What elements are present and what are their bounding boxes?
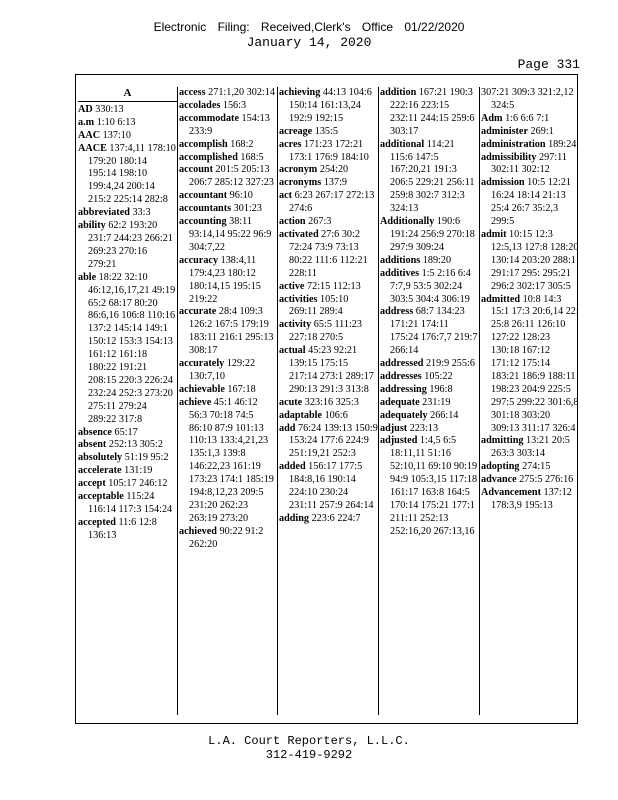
index-page-line-refs: 13:21 20:5 263:3 303:14 (491, 435, 570, 460)
index-page-line-refs: 156:3 (222, 99, 247, 111)
index-entry (179, 100, 278, 113)
index-column-2 (179, 87, 278, 717)
index-word: adequate (380, 396, 420, 408)
index-entry (279, 164, 378, 177)
index-entry (279, 190, 378, 216)
index-entry (481, 177, 580, 229)
index-page-line-refs: 1:5 2:16 6:4 7:7,9 53:5 302:24 303:5 304:4 306:19 (390, 267, 471, 305)
index-page-line-refs: 252:13 305:2 (108, 439, 163, 451)
index-word: adjusted (380, 435, 418, 447)
index-entry (78, 439, 177, 452)
index-page-line-refs: 223:13 (409, 422, 439, 434)
index-word: additives (380, 267, 420, 279)
index-entry (78, 220, 177, 272)
index-page-line-refs: 28:4 109:3 126:2 167:5 179:19 183:11 216:1 295:13 308:17 (189, 306, 274, 357)
index-page-line-refs: 96:10 (229, 190, 253, 202)
index-entry (481, 139, 580, 152)
page-number: Page 331 (517, 57, 580, 72)
word-index-frame (75, 74, 578, 724)
index-page-line-refs: 138:4,11 179:4,23 180:12 180:14,15 195:15 219:22 (189, 254, 261, 305)
index-page-line-refs: 168:5 (240, 151, 264, 163)
index-word: achieve (179, 396, 212, 408)
index-page-line-refs: 254:20 (319, 164, 349, 176)
index-page-line-refs: 10:5 12:21 16:24 18:14 21:13 25:4 26:7 35:2,3 299:5 (491, 177, 572, 228)
index-page-line-refs: 105:22 (424, 370, 453, 382)
index-word: administer (481, 125, 528, 137)
index-word: accomplished (179, 151, 238, 163)
index-word: absence (78, 426, 112, 438)
index-word: a.m (78, 116, 95, 128)
index-word: admissibility (481, 151, 537, 163)
index-word: addresses (380, 370, 422, 382)
index-entry (380, 410, 479, 423)
index-entry (481, 87, 580, 113)
index-entry (279, 87, 378, 126)
index-page-line-refs: 196:8 (429, 383, 453, 395)
index-word: action (279, 216, 306, 228)
index-word: activated (279, 228, 319, 240)
index-page-line-refs: 18:22 32:10 46:12,16,17,21 49:19 65:2 68:17 80:20 86:6,16 106:8 110:16 137:2 145:14 149:1 150:12 153:3 154:13 161:12 161:18 180:22 191:21 208:15 220:3 226:24 232:24 252:3 273:20 275:11 279:24 289:22 317:8 (88, 271, 176, 425)
index-word: acres (279, 138, 302, 150)
index-word: Advancement (481, 487, 541, 499)
index-page-line-refs: 65:5 111:23 227:18 270:5 (289, 319, 362, 344)
index-page-line-refs: 274:15 (522, 461, 551, 473)
index-entry (78, 427, 177, 440)
index-entry (481, 487, 580, 513)
index-entry (78, 491, 177, 517)
index-page-line-refs: 45:1 46:12 56:3 70:18 74:5 86:10 87:9 101:13 110:13 133:4,21,23 135:1,3 139:8 146:22,23 161:19 173:23 174:1 185:19 194:8,12,23 209:5 231:20 262:23 263:19 273:20 (189, 396, 274, 524)
index-word: absolutely (78, 452, 123, 464)
column-divider (479, 87, 480, 715)
index-word: AACE (78, 142, 107, 154)
reporter-phone: 312-419-9292 (265, 748, 353, 762)
index-entry (481, 229, 580, 294)
index-page-line-refs: 33:3 (132, 207, 151, 219)
index-entry (279, 216, 378, 229)
index-page-line-refs: 267:3 (308, 216, 332, 228)
index-entry (78, 478, 177, 491)
index-word: acronym (279, 164, 318, 176)
index-word: accounting (179, 216, 227, 228)
index-entry (78, 272, 177, 427)
index-entry (279, 177, 378, 190)
index-page-line-refs: 201:5 205:13 206:7 285:12 327:23 (189, 164, 274, 189)
index-word: adaptable (279, 409, 323, 421)
index-word: achieved (179, 525, 217, 537)
index-entry (179, 152, 278, 165)
index-word: acronyms (279, 177, 322, 189)
index-column-4 (380, 87, 479, 717)
index-entry (279, 461, 378, 513)
index-page-line-refs: 269:1 (530, 125, 554, 137)
index-page-line-refs: 190:6 191:24 256:9 270:18 297:9 309:24 (390, 216, 475, 253)
index-word: additions (380, 254, 421, 266)
index-word: advance (481, 474, 517, 486)
index-page-line-refs: 307:21 309:3 321:2,12 324:5 (481, 87, 574, 111)
index-page-line-refs: 10:15 12:3 12:5,13 127:8 128:20 130:14 203:20 288:1 291:17 295: 295:21 296:2 302:17 305:5 (491, 228, 579, 292)
index-entry (279, 126, 378, 139)
index-letter-heading: A (78, 87, 177, 102)
index-page-line-refs: 1:10 6:13 (96, 116, 136, 128)
index-entry (179, 203, 278, 216)
index-page-line-refs: 266:14 (430, 409, 459, 421)
column-divider (177, 87, 178, 715)
index-page-line-refs: 72:15 112:13 (307, 280, 361, 292)
index-page-line-refs: 1:6 6:6 7:1 (505, 112, 550, 124)
index-entry (279, 410, 378, 423)
index-page-line-refs: 330:13 (95, 103, 124, 115)
index-page-line-refs: 189:20 (422, 254, 452, 266)
index-word: addressing (380, 383, 427, 395)
index-entry (380, 423, 479, 436)
index-word: acreage (279, 125, 313, 137)
index-entry (481, 126, 580, 139)
index-word: adopting (481, 461, 520, 473)
index-entry (179, 87, 278, 100)
index-word: additional (380, 138, 425, 150)
index-word: added (279, 461, 306, 473)
index-word: administration (481, 138, 546, 150)
index-word: admitting (481, 435, 524, 447)
index-word: AD (78, 103, 93, 115)
index-page-line-refs: 231:19 (422, 396, 451, 408)
index-column-5 (481, 87, 580, 717)
index-page-line-refs: 189:24 (548, 138, 577, 150)
index-entry (481, 461, 580, 474)
index-entry (179, 526, 278, 552)
index-page-line-refs: 45:23 92:21 139:15 175:15 217:14 273:1 289:17 290:13 291:3 313:8 (289, 345, 374, 395)
index-word: able (78, 271, 97, 283)
index-word: accuracy (179, 254, 219, 266)
index-entry (279, 294, 378, 320)
index-page-line-refs: 323:16 325:3 (304, 396, 359, 408)
index-page-line-refs: 167:21 190:3 222:16 223:15 232:11 244:15 259:6 303:17 (390, 87, 475, 137)
index-page-line-refs: 44:13 104:6 150:14 161:13,24 192:9 192:15 (289, 87, 372, 124)
index-word: accept (78, 478, 106, 490)
index-entry (279, 423, 378, 462)
index-entry (179, 190, 278, 203)
index-entry (78, 465, 177, 478)
index-word: accountant (179, 190, 228, 202)
index-entry (279, 229, 378, 281)
index-word: adding (279, 512, 310, 524)
index-page-line-refs: 51:19 95:2 (124, 452, 169, 464)
index-word: AAC (78, 129, 101, 141)
index-entry (380, 216, 479, 255)
transcript-date: January 14, 2020 (246, 35, 372, 50)
index-word: adjust (380, 422, 408, 434)
index-page-line-refs: 27:6 30:2 72:24 73:9 73:13 80:22 111:6 112:21 228:11 (289, 228, 368, 279)
index-page-line-refs: 106:6 (324, 409, 348, 421)
index-word: access (179, 87, 206, 98)
index-page-line-refs: 135:5 (314, 125, 338, 137)
index-entry (179, 397, 278, 526)
index-word: activity (279, 319, 312, 331)
index-entry (380, 397, 479, 410)
index-word: abbreviated (78, 207, 130, 219)
index-entry (380, 358, 479, 371)
index-entry (78, 452, 177, 465)
index-word: acceptable (78, 491, 124, 503)
index-page-line-refs: 131:19 (124, 465, 153, 477)
index-page-line-refs: 105:10 269:11 289:4 (289, 293, 349, 318)
index-word: adequately (380, 409, 428, 421)
index-page-line-refs: 271:1,20 302:14 (208, 87, 275, 98)
index-entry (78, 104, 177, 117)
index-page-line-refs: 275:5 276:16 (519, 474, 574, 486)
index-page-line-refs: 168:2 (230, 138, 254, 150)
index-page-line-refs: 154:13 233:9 (189, 112, 270, 137)
index-page-line-refs: 11:6 12:8 136:13 (88, 516, 157, 541)
index-entry (380, 371, 479, 384)
index-entry (78, 207, 177, 220)
index-page-line-refs: 38:11 93:14,14 95:22 96:9 304:7,22 (189, 216, 272, 253)
index-entry (179, 306, 278, 358)
index-page-line-refs: 114:21 115:6 147:5 167:20,21 191:3 206:5 229:21 256:11 259:8 302:7 312:3 324:13 (390, 138, 475, 215)
index-word: active (279, 280, 305, 292)
index-word: achieving (279, 87, 321, 98)
index-word: Additionally (380, 216, 435, 228)
index-page-line-refs: 115:24 116:14 117:3 154:24 (88, 491, 173, 515)
index-word: account (179, 164, 213, 176)
index-page-line-refs: 171:23 172:21 173:1 176:9 184:10 (289, 138, 369, 163)
index-word: act (279, 190, 293, 202)
index-entry (380, 255, 479, 268)
index-entry (179, 139, 278, 152)
index-page-line-refs: 105:17 246:12 (108, 478, 168, 490)
index-entry (78, 130, 177, 143)
index-page-line-refs: 156:17 177:5 184:8,16 190:14 224:10 230:24 231:11 257:9 264:14 (289, 461, 374, 511)
index-word: address (380, 306, 414, 318)
index-word: activities (279, 293, 318, 305)
index-word: accountants (179, 203, 232, 215)
index-entry (78, 517, 177, 543)
index-word: addressed (380, 358, 424, 370)
index-page-line-refs: 68:7 134:23 171:21 174:11 175:24 176:7,7 219:7 266:14 (390, 306, 478, 357)
index-word: add (279, 422, 296, 434)
index-entry (179, 358, 278, 384)
index-page-line-refs: 62:2 193:20 231:7 244:23 266:21 269:23 270:16 279:21 (88, 220, 173, 270)
index-entry (78, 117, 177, 130)
index-word: absent (78, 439, 107, 451)
index-word: accomplish (179, 138, 228, 150)
index-entry (78, 143, 177, 208)
index-page-line-refs: 137:4,11 178:10 179:20 180:14 195:14 198:10 199:4,24 200:14 215:2 225:14 282:8 (88, 142, 176, 206)
index-entry (179, 113, 278, 139)
index-word: ability (78, 220, 106, 232)
index-entry (481, 435, 580, 461)
index-entry (279, 319, 378, 345)
index-entry (380, 384, 479, 397)
index-page-line-refs: 137:10 (102, 129, 131, 141)
index-word: accolades (179, 99, 221, 111)
index-entry (380, 268, 479, 307)
index-page-line-refs: 219:9 255:6 (425, 358, 475, 370)
index-entry (179, 384, 278, 397)
index-word: achievable (179, 383, 225, 395)
index-entry (380, 87, 479, 139)
index-word: accelerate (78, 465, 122, 477)
index-word: acute (279, 396, 303, 408)
index-word: accepted (78, 516, 116, 528)
index-word: accurately (179, 358, 225, 370)
index-entry (380, 139, 479, 216)
index-entry (481, 113, 580, 126)
index-entry (481, 474, 580, 487)
index-column-1 (78, 87, 177, 717)
index-word: admit (481, 228, 507, 240)
reporter-company: L.A. Court Reporters, L.L.C. (208, 734, 410, 748)
index-word: accommodate (179, 112, 239, 124)
index-entry (380, 435, 479, 538)
index-entry (481, 152, 580, 178)
index-page-line-refs: 1:4,5 6:5 18:11,11 51:16 52:10,11 69:10 90:19 94:9 105:3,15 117:18 161:17 163:8 164:5 170:14 175:21 177:1 211:11 252:13 252:16,20 267:13,16 (390, 435, 478, 537)
index-page-line-refs: 6:23 267:17 272:13 274:6 (289, 190, 375, 215)
column-divider (378, 87, 379, 715)
index-entry (279, 513, 378, 526)
index-entry (481, 294, 580, 436)
index-entry (380, 306, 479, 358)
index-entry (279, 281, 378, 294)
index-column-3 (279, 87, 378, 717)
index-word: admission (481, 177, 525, 189)
index-page-line-refs: 167:18 (227, 383, 256, 395)
index-entry (179, 216, 278, 255)
index-page-line-refs: 129:22 130:7,10 (189, 358, 256, 382)
index-page-line-refs: 10:8 14:3 15:1 17:3 20:6,14 22: 25:8 26:11 126:10 127:22 128:23 130:18 167:12 171:12 175:14 183:21 186:9 188:11 198:23 204:9 225:5 297:5 299:22 301:6,8 301:18 303:20 309:13 311:17 326:4 (491, 293, 579, 434)
index-word: actual (279, 345, 306, 357)
index-page-line-refs: 297:11 302:11 302:12 (491, 151, 567, 176)
index-entry (179, 164, 278, 190)
index-page-line-refs: 137:9 (323, 177, 348, 189)
index-entry (179, 255, 278, 307)
index-entry (279, 139, 378, 165)
index-entry (279, 397, 378, 410)
index-page-line-refs: 76:24 139:13 150:9 153:24 177:6 224:9 251:19,21 252:3 (289, 422, 378, 460)
index-page-line-refs: 223:6 224:7 (311, 512, 361, 524)
filing-stamp: Electronic Filing: Received,Clerk's Office 01/22/2020 (153, 20, 465, 34)
index-word: addition (380, 87, 417, 98)
index-page-line-refs: 301:23 (233, 203, 262, 215)
index-page-line-refs: 137:12 178:3,9 195:13 (491, 487, 572, 511)
index-word: admitted (481, 293, 521, 305)
index-page-line-refs: 90:22 91:2 262:20 (189, 525, 264, 550)
index-word: accurate (179, 306, 217, 318)
index-entry (279, 345, 378, 397)
index-page-line-refs: 65:17 (114, 426, 138, 438)
index-word: Adm (481, 112, 503, 124)
